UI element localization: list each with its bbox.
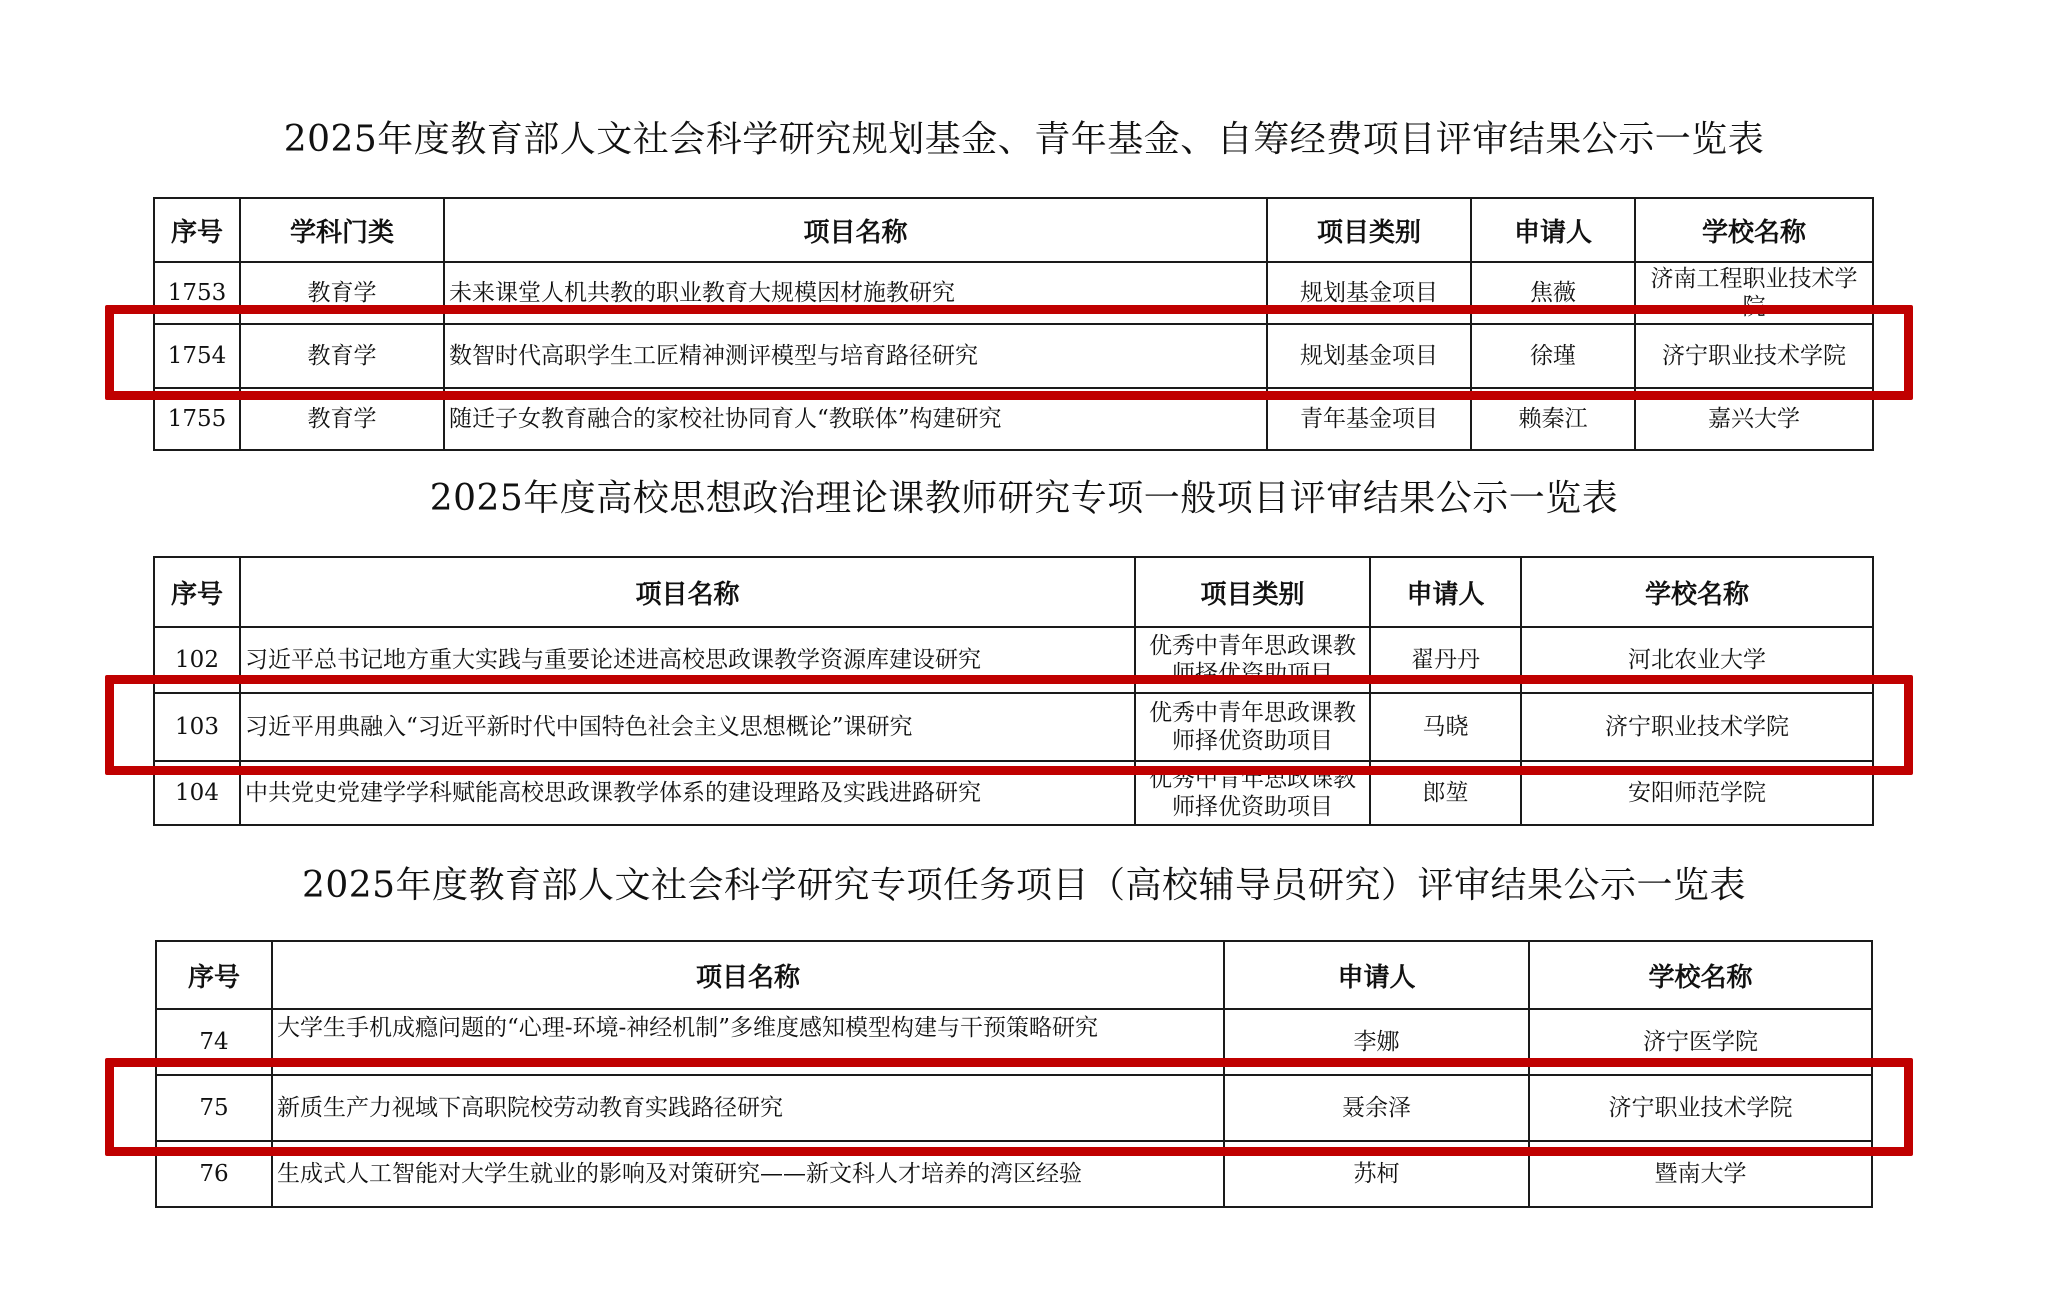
cell-applicant: 李娜	[1224, 1009, 1529, 1075]
table-header-row	[154, 557, 1873, 627]
header-project-name: 项目名称	[272, 941, 1224, 1009]
cell-applicant: 焦薇	[1471, 262, 1635, 324]
cell-project-name: 随迁子女教育融合的家校社协同育人“教联体”构建研究	[444, 388, 1267, 450]
header-school: 学校名称	[1529, 941, 1872, 1009]
cell-project-name: 习近平用典融入“习近平新时代中国特色社会主义思想概论”课研究	[240, 693, 1135, 761]
cell-project-name: 习近平总书记地方重大实践与重要论述进高校思政课教学资源库建设研究	[240, 627, 1135, 693]
cell-no: 1755	[154, 388, 240, 450]
cell-category: 青年基金项目	[1267, 388, 1471, 450]
header-no: 序号	[154, 198, 240, 262]
cell-school: 暨南大学	[1529, 1141, 1872, 1207]
section3-title: 2025年度教育部人文社会科学研究专项任务项目（高校辅导员研究）评审结果公示一览表	[301, 865, 1747, 906]
header-category: 项目类别	[1135, 557, 1370, 627]
project-name-text: 大学生手机成瘾问题的“心理-环境-神经机制”多维度感知模型构建与干预策略研究	[277, 1015, 1099, 1041]
cell-no: 75	[156, 1075, 272, 1141]
cell-category: 规划基金项目	[1267, 262, 1471, 324]
cell-subject: 教育学	[240, 262, 444, 324]
cell-applicant: 马晓	[1370, 693, 1521, 761]
cell-subject: 教育学	[240, 388, 444, 450]
cell-school: 济宁医学院	[1529, 1009, 1872, 1075]
cell-applicant: 苏柯	[1224, 1141, 1529, 1207]
cell-category: 规划基金项目	[1267, 324, 1471, 388]
category-text: 优秀中青年思政课教师择优资助项目	[1149, 766, 1356, 820]
cell-school: 河北农业大学	[1521, 627, 1873, 693]
header-no: 序号	[154, 557, 240, 627]
cell-no: 1754	[154, 324, 240, 388]
cell-no: 104	[154, 761, 240, 825]
cell-project-name: 中共党史党建学学科赋能高校思政课教学体系的建设理路及实践进路研究	[240, 761, 1135, 825]
cell-project-name: 新质生产力视域下高职院校劳动教育实践路径研究	[272, 1075, 1224, 1141]
cell-applicant: 赖秦江	[1471, 388, 1635, 450]
cell-no: 102	[154, 627, 240, 693]
cell-subject: 教育学	[240, 324, 444, 388]
cell-project-name: 数智时代高职学生工匠精神测评模型与培育路径研究	[444, 324, 1267, 388]
cell-applicant: 翟丹丹	[1370, 627, 1521, 693]
cell-school: 嘉兴大学	[1635, 388, 1873, 450]
header-applicant: 申请人	[1224, 941, 1529, 1009]
table-header-row	[154, 198, 1873, 262]
cell-project-name: 生成式人工智能对大学生就业的影响及对策研究——新文科人才培养的湾区经验	[272, 1141, 1224, 1207]
school-text: 济南工程职业技术学院	[1650, 266, 1858, 320]
cell-school: 济宁职业技术学院	[1529, 1075, 1872, 1141]
highlight-box	[105, 1058, 1913, 1156]
cell-no: 103	[154, 693, 240, 761]
header-category: 项目类别	[1267, 198, 1471, 262]
cell-project-name: 未来课堂人机共教的职业教育大规模因材施教研究	[444, 262, 1267, 324]
highlight-box	[105, 675, 1913, 775]
section2-title: 2025年度高校思想政治理论课教师研究专项一般项目评审结果公示一览表	[429, 478, 1619, 519]
cell-school: 济宁职业技术学院	[1635, 324, 1873, 388]
header-subject: 学科门类	[240, 198, 444, 262]
cell-no: 74	[156, 1009, 272, 1075]
header-school: 学校名称	[1521, 557, 1873, 627]
highlight-box	[105, 305, 1913, 400]
cell-category: 优秀中青年思政课教师择优资助项目	[1135, 693, 1370, 761]
header-project-name: 项目名称	[444, 198, 1267, 262]
table-header-row	[156, 941, 1872, 1009]
cell-applicant: 徐瑾	[1471, 324, 1635, 388]
header-applicant: 申请人	[1370, 557, 1521, 627]
cell-no: 76	[156, 1141, 272, 1207]
header-applicant: 申请人	[1471, 198, 1635, 262]
cell-applicant: 郎堃	[1370, 761, 1521, 825]
header-school: 学校名称	[1635, 198, 1873, 262]
cell-no: 1753	[154, 262, 240, 324]
cell-school: 安阳师范学院	[1521, 761, 1873, 825]
header-no: 序号	[156, 941, 272, 1009]
cell-school: 济宁职业技术学院	[1521, 693, 1873, 761]
category-text: 优秀中青年思政课教师择优资助项目	[1149, 633, 1356, 687]
header-project-name: 项目名称	[240, 557, 1135, 627]
cell-applicant: 聂余泽	[1224, 1075, 1529, 1141]
section1-title: 2025年度教育部人文社会科学研究规划基金、青年基金、自筹经费项目评审结果公示一览表	[283, 119, 1765, 160]
